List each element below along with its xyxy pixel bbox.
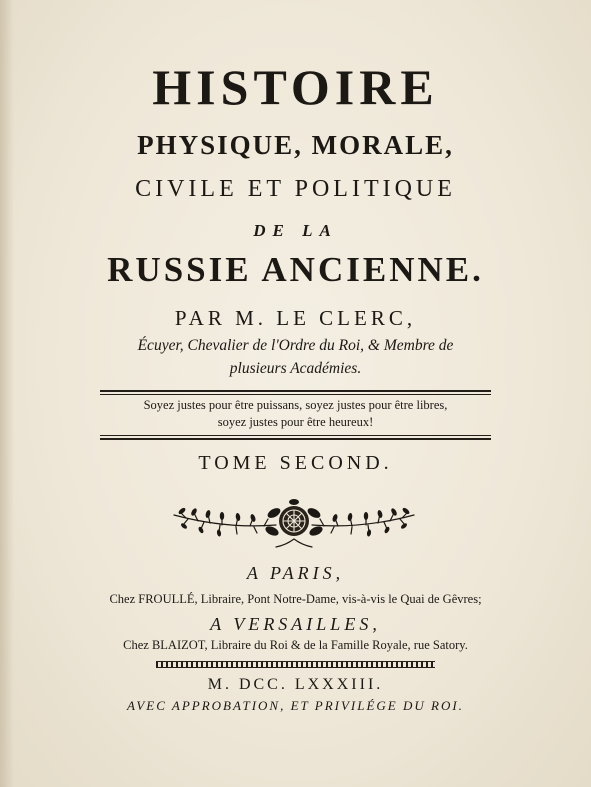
author-titles-line-1: Écuyer, Chevalier de l'Ordre du Roi, & Membre de bbox=[137, 337, 454, 354]
place-versailles: A VERSAILLES, bbox=[210, 614, 381, 634]
title-line-4: DE LA bbox=[253, 221, 338, 240]
title-line-2: PHYSIQUE, MORALE, bbox=[137, 130, 454, 160]
author-line: PAR M. LE CLERC, bbox=[174, 306, 417, 330]
privilege-line: AVEC APPROBATION, ET PRIVILÉGE DU ROI. bbox=[127, 698, 464, 713]
ornamental-rule bbox=[156, 661, 435, 668]
epigraph-bottom-rule bbox=[100, 435, 491, 440]
publisher-blaizot: Chez BLAIZOT, Libraire du Roi & de la Famille Royale, rue Satory. bbox=[123, 638, 468, 652]
place-paris: A PARIS, bbox=[246, 563, 345, 583]
title-line-3: CIVILE ET POLITIQUE bbox=[135, 176, 456, 202]
title-line-1: HISTOIRE bbox=[152, 59, 439, 115]
epigraph-line-2: soyez justes pour être heureux! bbox=[217, 415, 374, 429]
volume-line: TOME SECOND. bbox=[198, 452, 393, 474]
title-line-5: RUSSIE ANCIENNE. bbox=[107, 250, 484, 289]
publication-year: M. DCC. LXXXIII. bbox=[207, 676, 384, 693]
epigraph-top-rule bbox=[100, 390, 491, 395]
epigraph-line-1: Soyez justes pour être puissans, soyez justes pour être libres, bbox=[143, 398, 448, 412]
floral-vignette-icon bbox=[166, 495, 422, 549]
page-edge-shadow bbox=[0, 0, 14, 787]
publisher-froulle: Chez FROULLÉ, Libraire, Pont Notre-Dame, vis-à-vis le Quai de Gêvres; bbox=[109, 592, 482, 606]
author-titles-line-2: plusieurs Académies. bbox=[229, 360, 362, 377]
